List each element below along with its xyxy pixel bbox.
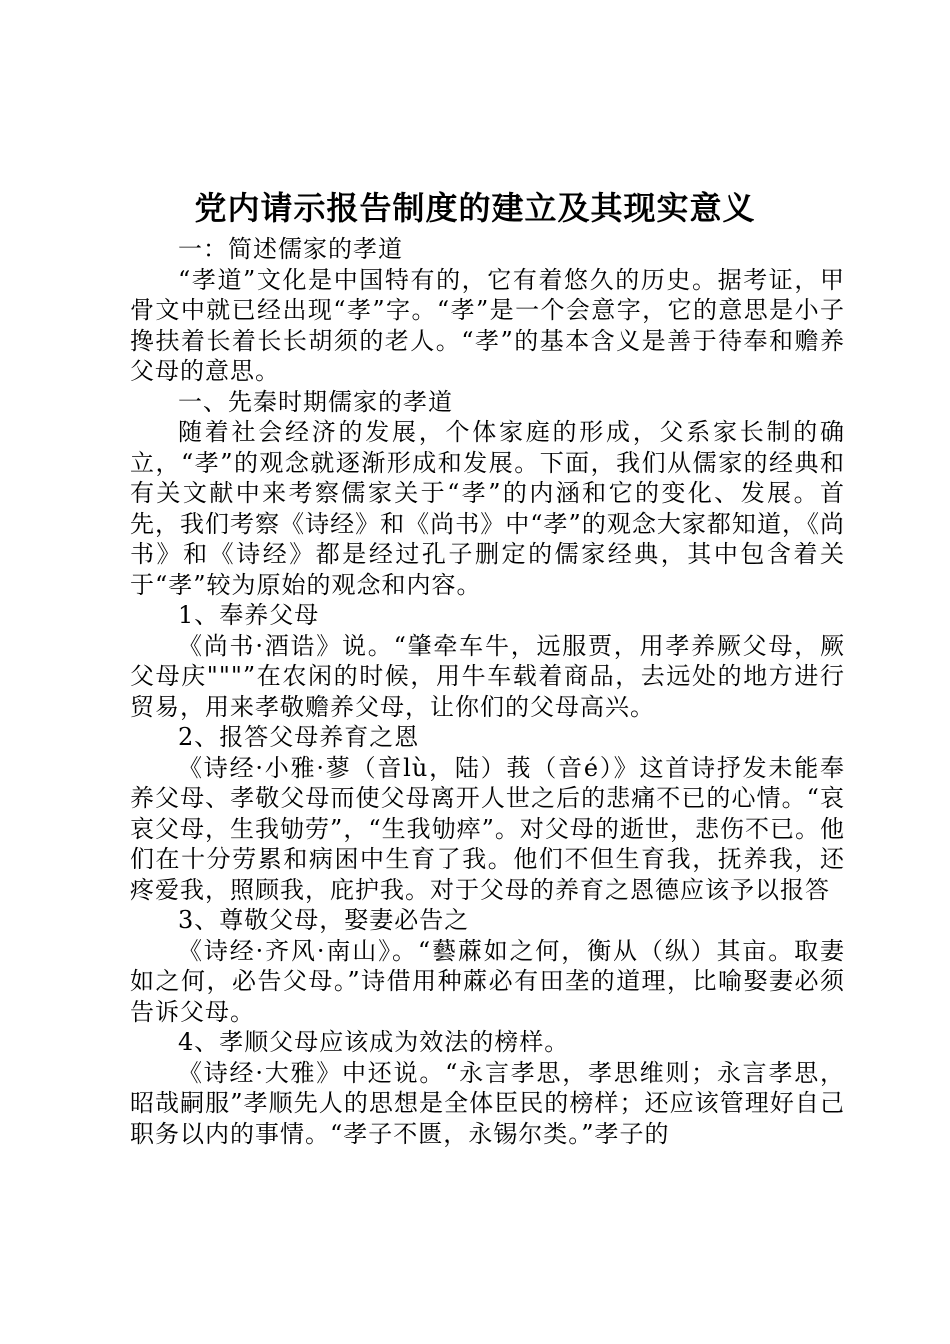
paragraph: 《尚书·酒诰》说。“肇牵车牛，远服贾，用孝养厥父母，厥父母庆"""”在农闲的时候，用牛车载着商品，去远处的地方进行贸易，用来孝敬赡养父母，让你们的父母高兴。 xyxy=(130,631,845,721)
section-heading: 一、先秦时期儒家的孝道 xyxy=(178,387,453,416)
heading-intro: 一：简述儒家的孝道 xyxy=(178,235,403,263)
paragraph: 《诗经·齐风·南山》。“藝蔴如之何，衡从（纵）其亩。取妻如之何，必告父母。”诗借用种蔴必有田垄的道理，比喻娶妻必须告诉父母。 xyxy=(130,936,845,1026)
subsection-heading: 3、尊敬父母，娶妻必告之 xyxy=(178,906,470,934)
paragraph: 随着社会经济的发展，个体家庭的形成，父系家长制的确立，“孝”的观念就逐渐形成和发展。下面，我们从儒家的经典和有关文献中来考察儒家关于“孝”的内涵和它的变化、发展。首先，我们考察《诗经》和《尚书》中“孝”的观念大家都知道，《尚书》和《诗经》都是经过孔子删定的儒家经典，其中包含着关于“孝”较为原始的观念和内容。 xyxy=(130,418,845,599)
paragraph: “孝道”文化是中国特有的，它有着悠久的历史。据考证，甲骨文中就已经出现“孝”字。“孝”是一个会意字，它的意思是小子搀扶着长着长长胡须的老人。“孝”的基本含义是善于待奉和赡养父母的意思。 xyxy=(130,265,845,385)
paragraph: 《诗经·小雅·蓼（音lù，陆）莪（音é）》这首诗抒发未能奉养父母、孝敬父母而使父母离开人世之后的悲痛不已的心情。“哀哀父母，生我劬劳”，“生我劬瘁”。对父母的逝世，悲伤不已。他们在十分劳累和病困中生育了我。他们不但生育我，抚养我，还疼爱我，照顾我，庇护我。对于父母的养育之恩德应该予以报答 xyxy=(130,753,845,904)
subsection-heading: 2、报答父母养育之恩 xyxy=(178,723,420,751)
document-title: 党内请示报告制度的建立及其现实意义 xyxy=(194,189,756,227)
subsection-heading: 1、奉养父母 xyxy=(178,601,320,629)
document-body xyxy=(130,234,845,1149)
subsection-heading: 4、孝顺父母应该成为效法的榜样。 xyxy=(178,1028,570,1056)
paragraph: 《诗经·大雅》中还说。“永言孝思，孝思维则；永言孝思，昭哉嗣服”孝顺先人的思想是全体臣民的榜样；还应该管理好自己职务以内的事情。“孝子不匮，永锡尔类。”孝子的 xyxy=(130,1058,845,1148)
